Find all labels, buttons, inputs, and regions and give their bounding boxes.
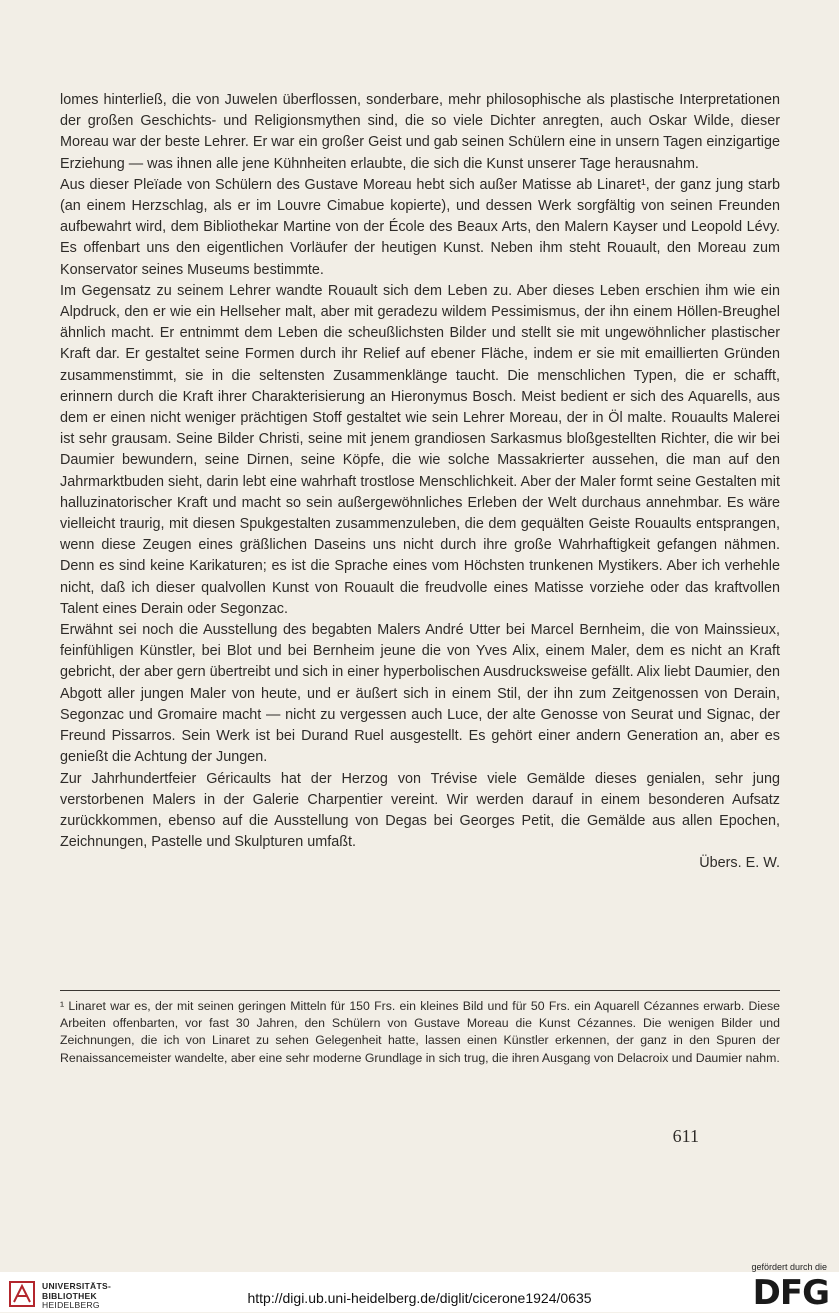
- footnote-section: [60, 998, 780, 1067]
- paragraph: Zur Jahrhundertfeier Géricaults hat der Herzog von Trévise viele Gemälde dieses genialen, sehr jung verstorbenen Malers in der Galerie Charpentier vereint. Wir werden darauf in einem besonderen Aufsatz zurückkommen, ebenso auf die Ausstellung von Degas bei Georges Petit, die Gemälde aus allen Epochen, Zeichnungen, Pastelle und Skulpturen umfaßt.: [60, 770, 780, 851]
- article-body: [60, 90, 780, 875]
- paragraph: Im Gegensatz zu seinem Lehrer wandte Rouault sich dem Leben zu. Aber dieses Leben erschien ihm wie ein Alpdruck, den er wie ein Hellseher malt, aber mit geradezu wildem Pessimismus, der ihn einem Höllen-Breughel ähnlich macht. Er entnimmt dem Leben die scheußlichsten Bilder und stellt sie mit ungewöhnlicher plastischer Kraft dar. Er gestaltet seine Formen durch ihr Relief auf ebener Fläche, indem er sie mit emaillierten Gründen zusammenstimmt, sie in die seltensten Zusammenklänge taucht. Die menschlichen Typen, die er schafft, erinnern durch die Kraft ihrer Charakterisierung an Hieronymus Bosch. Meist bedient er sich des Aquarells, aus dem er einen nicht weniger prächtigen Stoff gestaltet wie sein Lehrer Moreau, der in Öl malte. Rouaults Malerei ist sehr grausam. Seine Bilder Christi, seine mit jenem grandiosen Sarkasmus bloßgestellten Richter, die wir bei Daumier bewundern, seine Dirnen, seine Köpfe, die wie solche Massakrierter aussehen, die man auf den Jahrmarktbuden sieht, darin lebt eine wahrhaft trostlose Menschlichkeit. Aber der Maler formt seine Gestalten mit halluzinatorischer Kraft und macht so sein außergewöhnliches Erleben der Welt durchaus annehmbar. Es wäre vielleicht traurig, mit diesen Spukgestalten zusammenzuleben, die dem gequälten Geiste Rouaults entsprangen, wenn diese Zeugen eines gräßlichen Daseins uns nicht durch ihre große Wahrhaftigkeit gefangen nähmen. Denn es sind keine Karikaturen; es ist die Sprache eines vom Höchsten trunkenen Mystikers. Aber ich verhehle nicht, daß ich dieser qualvollen Kunst von Rouault die freudvolle eines Matisse vorziehe oder das kraftvollen Talent eines Derain oder Segonzac.: [60, 282, 780, 617]
- translator-signature: Übers. E. W.: [699, 855, 780, 872]
- institution-line: HEIDELBERG: [42, 1300, 100, 1311]
- dfg-logo-icon: DFG: [752, 1273, 829, 1313]
- page-number: 611: [672, 1126, 699, 1146]
- paragraph: Aus dieser Pleïade von Schülern des Gustave Moreau hebt sich außer Matisse ab Linaret¹, der ganz jung starb (an einem Herzschlag, als er im Louvre Cimabue kopierte), und dessen Werk sorgfältig von seinen Freunden aufbewahrt wird, dem Bibliothekar Martine von der École des Beaux Arts, den Malern Kayser und Leopold Lévy. Es offenbart uns den eigentlichen Vorläufer der heutigen Kunst. Neben ihm steht Rouault, den Moreau zum Konservator seines Museums bestimmte.: [60, 176, 780, 278]
- paragraph: lomes hinterließ, die von Juwelen überflossen, sonderbare, mehr philosophische als plastische Interpretationen der großen Geschichts- und Religionsmythen sind, die so viele Dichter anregten, auch Oskar Wilde, dieser Moreau war der beste Lehrer. Er war ein großer Geist und gab seinen Schülern eine in unsern Tagen einzigartige Erziehung — was ihnen alle jene Kühnheiten erlaubte, die sich die Kunst unserer Tage herausnahm.: [60, 92, 780, 172]
- institution-line: UNIVERSITÄTS-: [42, 1281, 112, 1291]
- footnote-divider: [60, 990, 780, 991]
- footnote: ¹ Linaret war es, der mit seinen geringen Mitteln für 150 Frs. ein kleines Bild und für 50 Frs. ein Aquarell Cézannes erwarb. Diese Arbeiten offenbarten, vor fast 30 Jahren, den Schülern von Gustave Moreau die Kunst Cézannes. Die wenigen Bilder und Zeichnungen, die ich von Linaret zu sehen Gelegenheit hatte, lassen einen Künstler erkennen, der ganz in den Spuren der Renaissancemeister wandelte, aber eine sehr moderne Grundlage in sich trug, die ihren Ausgang von Delacroix und Daumier nahm.: [60, 999, 780, 1065]
- source-url-link[interactable]: http://digi.ub.uni-heidelberg.de/diglit/cicerone1924/0635: [247, 1290, 592, 1306]
- paragraph: Erwähnt sei noch die Ausstellung des begabten Malers André Utter bei Marcel Bernheim, die von Mainssieux, feinfühligen Künstler, bei Blot und bei Bernheim jeune die von Yves Alix, einem Maler, dem es nicht an Kraft gebricht, der aber gern übertreibt und sich in einer hyperbolischen Ausdrucksweise gefällt. Alix liebt Daumier, den Abgott aller jungen Maler von heute, und er äußert sich in einem Stil, der ihn zum Zeitgenossen von Derain, Segonzac und Gromaire macht — nicht zu vergessen auch Luce, der alte Genosse von Seurat und Signac, der Freund Pissarros. Sein Werk ist bei Durand Ruel ausgestellt. Es gehört einer andern Generation an, aber es genießt die Achtung der Jungen.: [60, 622, 780, 766]
- institution-line: BIBLIOTHEK: [42, 1290, 97, 1301]
- funding-note: gefördert durch die: [751, 1262, 827, 1272]
